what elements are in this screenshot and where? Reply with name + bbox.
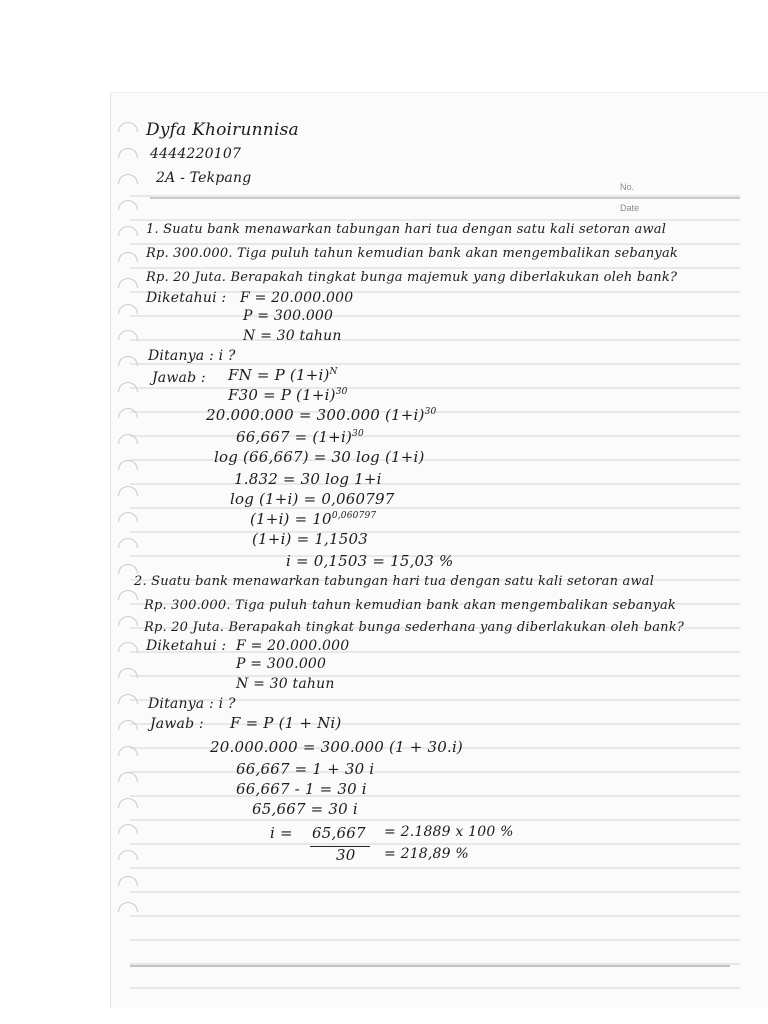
q1-step2-exp: 30 — [335, 387, 348, 397]
q1-step3-expr: 20.000.000 = 300.000 (1+i) — [206, 406, 425, 424]
q2-text-line3: Rp. 20 Juta. Berapakah tingkat bunga sederhana yang diberlakukan oleh bank? — [144, 620, 684, 635]
q2-known-f: F = 20.000.000 — [236, 638, 350, 654]
q2-text-line2: Rp. 300.000. Tiga puluh tahun kemudian bank akan mengembalikan sebanyak — [144, 598, 676, 613]
student-id: 4444220107 — [150, 146, 242, 162]
q1-text-line3: Rp. 20 Juta. Berapakah tingkat bunga majemuk yang diberlakukan oleh bank? — [146, 270, 678, 285]
q1-step8-expr: (1+i) = 10 — [250, 510, 332, 528]
q2-step5: 65,667 = 30 i — [252, 800, 358, 818]
q1-asked: Ditanya : i ? — [148, 348, 236, 364]
q1-step1-exp: N — [329, 367, 338, 377]
q1-step2 — [228, 386, 348, 404]
q2-step6-numerator: 65,667 — [312, 824, 366, 842]
q1-text-line2: Rp. 300.000. Tiga puluh tahun kemudian bank akan mengembalikan sebanyak — [146, 246, 678, 261]
q1-step3 — [206, 406, 436, 424]
q2-step6-result2: = 218,89 % — [384, 846, 469, 862]
q2-text-line1: 2. Suatu bank menawarkan tabungan hari tua dengan satu kali setoran awal — [134, 574, 655, 589]
q1-step4-expr: 66,667 = (1+i) — [236, 428, 353, 446]
student-name: Dyfa Khoirunnisa — [146, 120, 299, 140]
q1-step8-exp: 0,060797 — [331, 511, 377, 521]
q2-step3: 66,667 = 1 + 30 i — [236, 760, 375, 778]
q1-step3-exp: 30 — [424, 407, 437, 417]
q2-step6-denominator: 30 — [336, 846, 356, 864]
student-class: 2A - Tekpang — [156, 170, 252, 186]
q2-step1: F = P (1 + Ni) — [230, 714, 342, 732]
q1-known-n: N = 30 tahun — [243, 328, 342, 344]
q1-step2-expr: F30 = P (1+i) — [228, 386, 336, 404]
q2-known-label: Diketahui : — [146, 638, 227, 654]
q2-known-n: N = 30 tahun — [236, 676, 335, 692]
q1-step4 — [236, 428, 364, 446]
q1-step1 — [228, 366, 338, 384]
q2-step2: 20.000.000 = 300.000 (1 + 30.i) — [210, 738, 463, 756]
q2-answer-label: Jawab : — [150, 716, 204, 732]
q1-text-line1: 1. Suatu bank menawarkan tabungan hari tua dengan satu kali setoran awal — [146, 222, 667, 237]
q1-known-label: Diketahui : — [146, 290, 227, 306]
q2-step6-result1: = 2.1889 x 100 % — [384, 824, 514, 840]
q1-step9: (1+i) = 1,1503 — [252, 530, 369, 548]
q1-step1-expr: FN = P (1+i) — [228, 366, 330, 384]
q2-step4: 66,667 - 1 = 30 i — [236, 780, 367, 798]
q2-known-p: P = 300.000 — [236, 656, 327, 672]
q2-asked: Ditanya : i ? — [148, 696, 236, 712]
q1-step4-exp: 30 — [352, 429, 364, 439]
q1-known-p: P = 300.000 — [243, 308, 334, 324]
q1-known-f: F = 20.000.000 — [240, 290, 354, 306]
q1-answer-label: Jawab : — [152, 370, 206, 386]
q1-step5: log (66,667) = 30 log (1+i) — [214, 448, 425, 466]
q2-step6-lhs: i = — [270, 824, 293, 842]
no-label: No. — [620, 182, 635, 192]
q1-step7: log (1+i) = 0,060797 — [230, 490, 395, 508]
q1-step6: 1.832 = 30 log 1+i — [234, 470, 382, 488]
q1-step10: i = 0,1503 = 15,03 % — [286, 552, 454, 570]
date-label: Date — [620, 203, 640, 213]
q1-step8 — [250, 510, 376, 528]
